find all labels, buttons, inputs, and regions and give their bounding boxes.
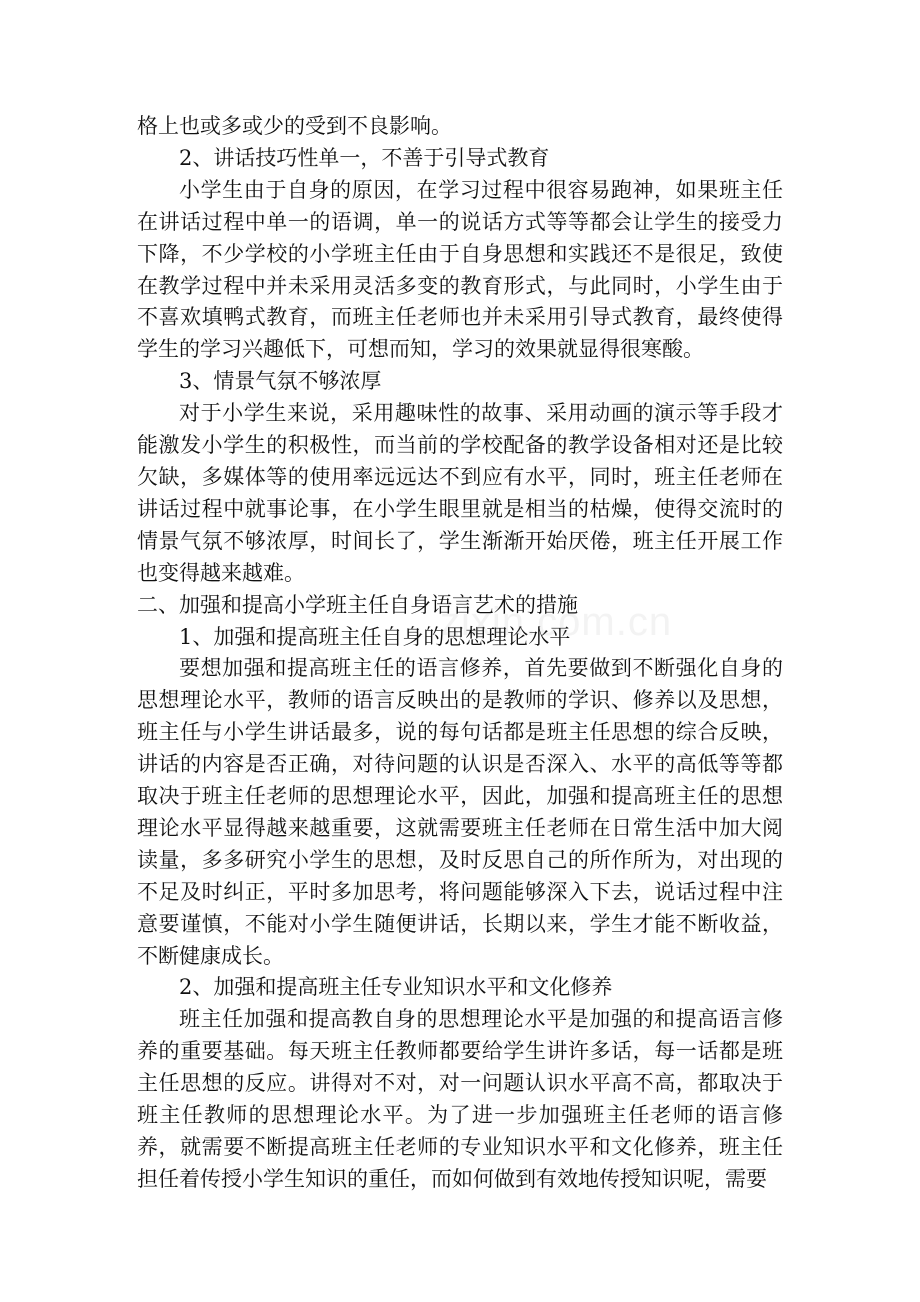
paragraph-speech-skill: 小学生由于自身的原因，在学习过程中很容易跑神，如果班主任在讲话过程中单一的语调，单一的说话方式等等都会让学生的接受力下降，不少学校的小学班主任由于自身思想和实践还不是很足，致使在教学过程中并未采用灵活多变的教育形式，与此同时，小学生由于不喜欢填鸭式教育，而班主任老师也并未采用引导式教育，最终使得学生的学习兴趣低下，可想而知，学习的效果就显得很寒酸。: [137, 177, 783, 362]
subheading-2-speech-skill: 2、讲话技巧性单一，不善于引导式教育: [179, 145, 550, 170]
section-heading-measures: 二、加强和提高小学班主任自身语言艺术的措施: [137, 592, 578, 617]
watermark: zixin.com.cn: [440, 600, 673, 644]
document-body: [137, 111, 783, 1196]
subheading-2-professional-knowledge: 2、加强和提高班主任专业知识水平和文化修养: [179, 975, 613, 1000]
paragraph-professional-knowledge: 班主任加强和提高教自身的思想理论水平是加强的和提高语言修养的重要基础。每天班主任教师都要给学生讲许多话，每一话都是班主任思想的反应。讲得对不对，对一问题认识水平高不高，都取决于班主任教师的思想理论水平。为了进一步加强班主任老师的语言修养，就需要不断提高班主任老师的专业知识水平和文化修养，班主任担任着传授小学生知识的重任，而如何做到有效地传授知识呢，需要: [137, 1007, 783, 1191]
subheading-3-atmosphere: 3、情景气氛不够浓厚: [179, 369, 382, 394]
paragraph-theory-level: 要想加强和提高班主任的语言修养，首先要做到不断强化自身的思想理论水平，教师的语言反映出的是教师的学识、修养以及思想，班主任与小学生讲话最多，说的每句话都是班主任思想的综合反映，讲话的内容是否正确，对待问题的认识是否深入、水平的高低等等都取决于班主任老师的思想理论水平，因此，加强和提高班主任的思想理论水平显得越来越重要，这就需要班主任老师在日常生活中加大阅读量，多多研究小学生的思想，及时反思自己的所作所为，对出现的不足及时纠正，平时多加思考，将问题能够深入下去，说话过程中注意要谨慎，不能对小学生随便讲话，长期以来，学生才能不断收益，不断健康成长。: [137, 656, 783, 968]
paragraph-continuation: 格上也或多或少的受到不良影响。: [137, 114, 452, 138]
paragraph-atmosphere: 对于小学生来说，采用趣味性的故事、采用动画的演示等手段才能激发小学生的积极性，而当前的学校配备的教学设备相对还是比较欠缺，多媒体等的使用率远远达不到应有水平，同时，班主任老师在讲话过程中就事论事，在小学生眼里就是相当的枯燥，使得交流时的情景气氛不够浓厚，时间长了，学生渐渐开始厌倦，班主任开展工作也变得越来越难。: [137, 401, 783, 585]
subheading-1-theory-level: 1、加强和提高班主任自身的思想理论水平: [179, 624, 571, 649]
